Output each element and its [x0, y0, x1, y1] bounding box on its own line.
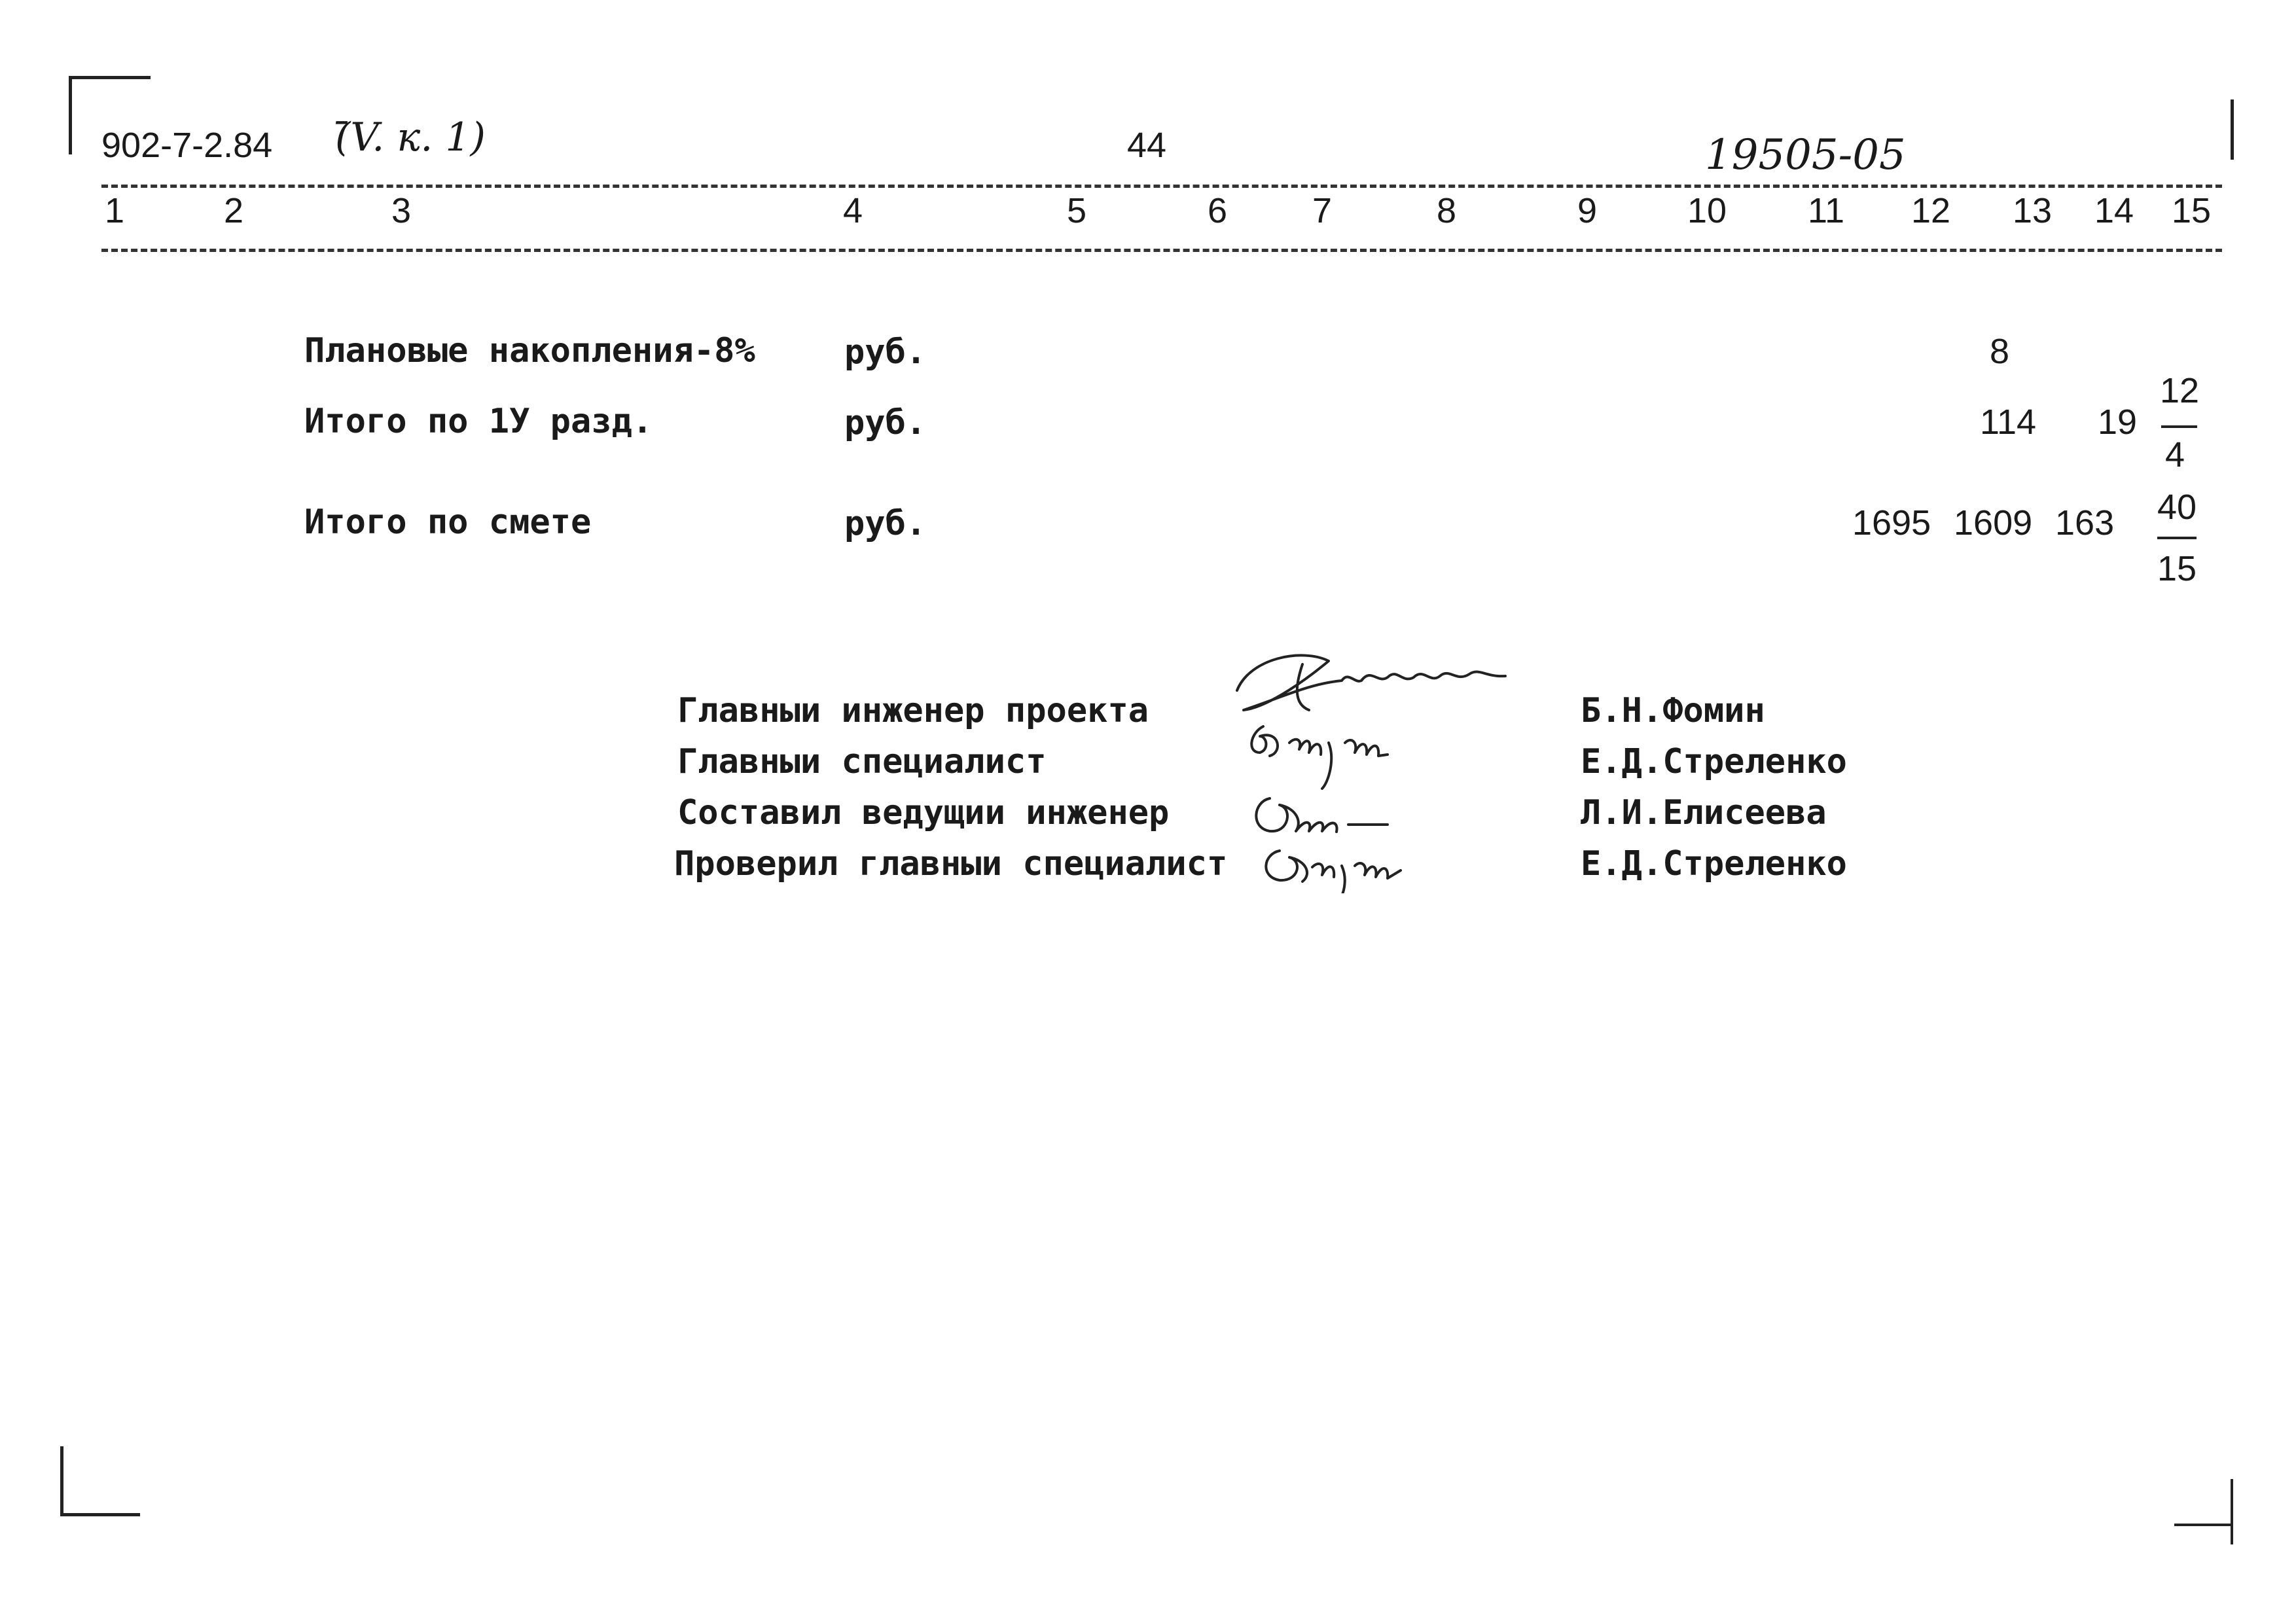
column-number: 10	[1687, 191, 1727, 230]
signature-name: Е.Д.Стреленко	[1581, 844, 1847, 883]
signature-4-scribble	[1266, 851, 1401, 893]
row-value-col14: 163	[2055, 503, 2115, 543]
column-number: 5	[1067, 191, 1087, 230]
row-value-col13: 114	[1980, 402, 2037, 442]
column-number: 15	[2172, 191, 2212, 230]
signature-role: Главныи инженер проекта	[677, 691, 1149, 730]
row-value-col15-numerator: 12	[2160, 371, 2200, 410]
signature-name: Л.И.Елисеева	[1581, 793, 1827, 832]
column-number: 11	[1808, 191, 1845, 230]
column-number: 1	[105, 191, 125, 230]
row-value-col14: 19	[2098, 402, 2138, 442]
header-dash-line-bottom	[101, 249, 2222, 252]
doc-code: 902-7-2.84	[101, 126, 273, 165]
header-dash-line-top	[101, 185, 2222, 188]
column-number: 13	[2013, 191, 2053, 230]
corner-mark-top-left-vertical	[69, 76, 72, 154]
corner-mark-bottom-right-horizontal	[2174, 1524, 2233, 1526]
row-value-col15-denominator: 4	[2165, 435, 2185, 474]
signature-role: Главныи специалист	[677, 742, 1047, 781]
page-number: 44	[1127, 126, 1167, 165]
corner-mark-top-left	[69, 76, 151, 79]
column-number: 6	[1208, 191, 1228, 230]
signature-role: Проверил главныи специалист	[674, 844, 1228, 883]
corner-mark-top-right	[2231, 99, 2234, 160]
signature-role: Составил ведущии инженер	[677, 793, 1170, 832]
column-number: 9	[1577, 191, 1598, 230]
row-value-col15-numerator: 40	[2157, 488, 2197, 527]
signature-name: Е.Д.Стреленко	[1581, 742, 1847, 781]
column-number: 3	[391, 191, 412, 230]
column-number: 8	[1437, 191, 1457, 230]
column-number: 12	[1911, 191, 1951, 230]
row-unit: руб.	[844, 504, 927, 543]
row-value-col13: 8	[1990, 332, 2010, 371]
row-value-col15-denominator: 15	[2157, 549, 2197, 588]
signature-2-scribble	[1251, 726, 1388, 789]
corner-mark-bottom-right	[2231, 1479, 2233, 1544]
column-number: 7	[1312, 191, 1333, 230]
row-label: Итого по смете	[304, 503, 592, 542]
row-value-col12: 1695	[1852, 503, 1931, 543]
row-label: Итого по 1У разд.	[304, 402, 653, 441]
fraction-bar	[2157, 537, 2197, 539]
row-unit: руб.	[844, 403, 927, 442]
volume-note: (̄V. к. 1)	[335, 115, 486, 160]
corner-mark-bottom-left-vertical	[60, 1446, 63, 1516]
signature-name: Б.Н.Фомин	[1581, 691, 1765, 730]
corner-mark-bottom-left	[60, 1513, 140, 1516]
handwritten-signatures	[1230, 645, 1545, 893]
column-number: 14	[2094, 191, 2134, 230]
row-unit: руб.	[844, 332, 927, 372]
signature-3-scribble	[1256, 798, 1388, 832]
sheet-code: 19505-05	[1705, 131, 1906, 179]
column-number: 4	[843, 191, 863, 230]
signature-1-scribble	[1237, 655, 1505, 710]
fraction-bar	[2161, 425, 2197, 428]
column-number: 2	[224, 191, 244, 230]
row-label: Плановые накопления-8%	[304, 331, 755, 370]
row-value-col13: 1609	[1954, 503, 2033, 543]
